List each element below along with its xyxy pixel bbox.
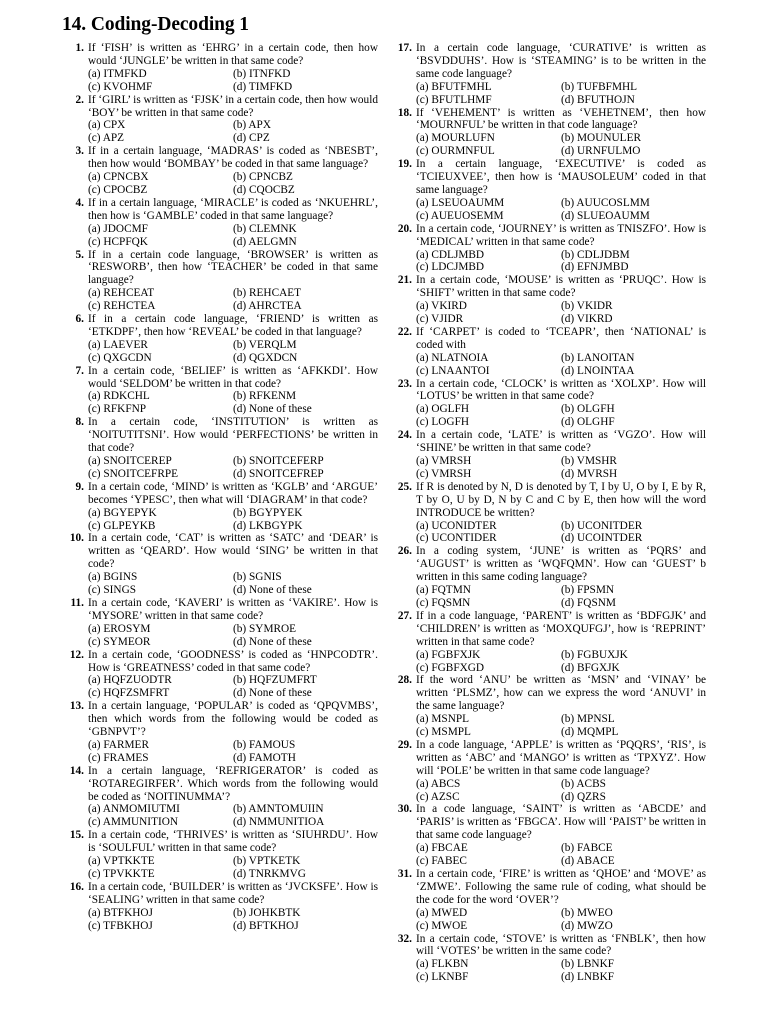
question-item — [390, 545, 706, 610]
answer-option: (b) APX — [233, 119, 271, 132]
answer-options — [88, 507, 378, 533]
question-item — [62, 829, 378, 881]
answer-option: (a) MOURLUFN — [416, 132, 495, 145]
question-text: In a certain code, ‘LATE’ is written as ‘VGZO’. How will ‘SHINE’ be written in that same code? — [416, 429, 706, 455]
answer-option: (d) None of these — [233, 403, 312, 416]
left-column — [62, 42, 378, 933]
answer-option: (a) JDOCMF — [88, 222, 148, 235]
answer-option: (c) OURMNFUL — [416, 145, 495, 158]
answer-option: (a) OGLFH — [416, 403, 470, 416]
answer-option: (c) GLPEYKB — [88, 519, 156, 532]
answer-option: (a) ABCS — [416, 777, 461, 790]
question-text: In a certain code language, ‘CURATIVE’ is written as ‘BSVDDUHS’. How is ‘STEAMING’ is to be written in the same code language? — [416, 42, 706, 80]
question-item — [62, 313, 378, 365]
answer-options — [416, 455, 706, 481]
question-text: If ‘VEHEMENT’ is written as ‘VEHETNEM’, then how ‘MOURNFUL’ be written in that code language? — [416, 106, 706, 132]
answer-option: (a) FQTMN — [416, 584, 471, 597]
answer-option: (b) LANOITAN — [561, 351, 635, 364]
answer-option: (b) FPSMN — [561, 584, 615, 597]
question-item — [62, 42, 378, 94]
answer-option: (a) UCONIDTER — [416, 519, 497, 532]
answer-option: (c) FQSMN — [416, 596, 471, 609]
question-number: 13. — [69, 700, 84, 713]
answer-option: (d) MVRSH — [561, 467, 618, 480]
answer-option: (c) TPVKKTE — [88, 868, 155, 880]
answer-option: (d) None of these — [233, 584, 312, 597]
answer-option: (c) LDCJMBD — [416, 261, 485, 274]
answer-option: (c) FGBFXGD — [416, 661, 485, 674]
question-text: In a certain code, ‘GOODNESS’ is coded as ‘HNPCODTR’. How is ‘GREATNESS’ coded in that same code? — [88, 648, 378, 674]
question-text: In a certain code, ‘FIRE’ is written as ‘QHOE’ and ‘MOVE’ as ‘ZMWE’. Following the same rule of coding, what should be the code for the word ‘OVER’? — [416, 868, 706, 906]
question-number: 7. — [75, 364, 84, 377]
answer-option: (b) VKIDR — [561, 300, 613, 313]
question-number: 26. — [397, 545, 412, 558]
answer-options — [416, 403, 706, 429]
question-item — [62, 197, 378, 249]
answer-option: (d) UCOINTDER — [561, 532, 643, 545]
answer-options — [416, 132, 706, 158]
answer-option: (a) SNOITCEREP — [88, 455, 172, 467]
question-item — [62, 700, 378, 765]
answer-option: (c) TFBKHOJ — [88, 919, 153, 932]
answer-option: (b) JOHKBTK — [233, 906, 301, 919]
answer-options — [88, 739, 378, 765]
question-number: 19. — [397, 158, 412, 171]
answer-option: (a) ANMOMIUTMI — [88, 803, 180, 816]
question-item — [390, 223, 706, 275]
answer-option: (b) REHCAET — [233, 287, 302, 300]
question-item — [62, 765, 378, 830]
answer-option: (d) EFNJMBD — [561, 261, 629, 274]
answer-option: (c) APZ — [88, 132, 125, 145]
question-text: In a certain code, ‘INSTITUTION’ is written as ‘NOITUTITSNI’. How would ‘PERFECTIONS’ be written in that code? — [88, 416, 378, 455]
answer-option: (a) MWED — [416, 906, 468, 919]
answer-option: (b) BGYPYEK — [233, 506, 303, 519]
question-text: If R is denoted by N, D is denoted by T, I by U, O by I, E by R, T by O, U by D, N by C and C by E, then how will the word INTRODUCE be written? — [416, 480, 706, 519]
question-number: 28. — [397, 674, 412, 687]
question-text: In a code language, ‘SAINT’ is written as ‘ABCDE’ and ‘PARIS’ is written as ‘FBGCA’. How will ‘PAIST’ be written in that same code language? — [416, 803, 706, 842]
question-text: In a code language, ‘APPLE’ is written as ‘PQQRS’, ‘RIS’, is written as ‘ABC’ and ‘MANGO’ is written as ‘TPXYZ’. How will ‘POLE’ be written in that same code language? — [416, 738, 706, 777]
question-number: 22. — [397, 325, 412, 338]
question-item — [62, 94, 378, 146]
question-number: 23. — [397, 377, 412, 390]
question-number: 4. — [75, 196, 84, 209]
answer-option: (d) NMMUNITIOA — [233, 816, 325, 829]
answer-options — [416, 300, 706, 326]
answer-option: (c) BFUTLHMF — [416, 93, 492, 106]
question-text: If in a certain language, ‘MIRACLE’ is coded as ‘NKUEHRL’, then how is ‘GAMBLE’ coded in that same language? — [88, 196, 378, 222]
answer-option: (c) RFKFNP — [88, 403, 147, 416]
answer-option: (b) ITNFKD — [233, 67, 291, 80]
answer-option: (d) ABACE — [561, 855, 615, 868]
question-text: If in a certain code language, ‘FRIEND’ is written as ‘ETKDPF’, then how ‘REVEAL’ be coded in that language? — [88, 313, 378, 338]
answer-options — [88, 855, 378, 881]
question-text: In a certain code, ‘BUILDER’ is written as ‘JVCKSFE’. How is ‘SEALING’ written in that same code? — [88, 880, 378, 906]
question-number: 5. — [75, 248, 84, 261]
answer-option: (a) FLKBN — [416, 958, 469, 971]
answer-option: (d) None of these — [233, 687, 312, 700]
answer-option: (a) VPTKKTE — [88, 855, 155, 868]
question-number: 11. — [70, 596, 84, 609]
question-number: 27. — [397, 609, 412, 622]
question-item — [390, 158, 706, 223]
question-item — [62, 481, 378, 533]
answer-option: (c) HQFZSMFRT — [88, 687, 170, 700]
question-text: In a certain code, ‘THRIVES’ is written as ‘SIUHRDU’. How is ‘SOULFUL’ written in that same code? — [88, 829, 378, 855]
answer-options — [416, 958, 706, 984]
question-text: In a certain code, ‘BELIEF’ is written as ‘AFKKDI’. How would ‘SELDOM’ be written in that code? — [88, 364, 378, 390]
answer-option: (d) QGXDCN — [233, 351, 298, 364]
answer-options — [88, 171, 378, 197]
answer-option: (b) RFKENM — [233, 390, 297, 403]
answer-option: (b) ACBS — [561, 777, 606, 790]
question-text: In a certain language, ‘POPULAR’ is coded as ‘QPQVMBS’, then which words from the following would be coded as ‘GBNPVT’? — [88, 700, 378, 739]
answer-option: (d) CQOCBZ — [233, 183, 295, 196]
question-item — [62, 649, 378, 701]
answer-option: (c) MWOE — [416, 919, 468, 932]
answer-option: (b) MWEO — [561, 906, 613, 919]
question-text: In a certain code, ‘CAT’ is written as ‘SATC’ and ‘DEAR’ is written as ‘QEARD’. How would ‘SING’ be written in that code? — [88, 532, 378, 571]
question-text: In a certain code, ‘MIND’ is written as ‘KGLB’ and ‘ARGUE’ becomes ‘YPESC’, then what will ‘DIAGRAM’ in that code? — [88, 480, 378, 506]
answer-option: (a) EROSYM — [88, 622, 151, 635]
answer-option: (c) QXGCDN — [88, 351, 152, 364]
answer-option: (c) SNOITCEFRPE — [88, 467, 179, 480]
question-number: 24. — [397, 429, 412, 442]
question-number: 6. — [75, 313, 84, 326]
answer-option: (d) LNBKF — [561, 971, 615, 984]
question-text: If ‘FISH’ is written as ‘EHRG’ in a certain code, then how would ‘JUNGLE’ be written in that same code? — [88, 42, 378, 67]
question-text: If in a certain language, ‘MADRAS’ is coded as ‘NBESBT’, then how would ‘BOMBAY’ be coded in that same language? — [88, 145, 378, 171]
question-text: If ‘CARPET’ is coded to ‘TCEAPR’, then ‘NATIONAL’ is coded with — [416, 325, 706, 351]
answer-option: (a) FARMER — [88, 738, 149, 751]
answer-option: (b) MOUNULER — [561, 132, 642, 145]
answer-option: (b) CLEMNK — [233, 222, 297, 235]
answer-options — [88, 907, 378, 933]
answer-option: (d) URNFULMO — [561, 145, 641, 158]
answer-option: (c) VJIDR — [416, 313, 464, 326]
answer-option: (d) MQMPL — [561, 726, 619, 739]
question-item — [390, 933, 706, 985]
answer-option: (c) SINGS — [88, 584, 137, 597]
question-number: 12. — [69, 648, 84, 661]
question-text: If in a certain code language, ‘BROWSER’ is written as ‘RESWORB’, then how ‘TEACHER’ be coded in that same language? — [88, 248, 378, 287]
question-text: If in a code language, ‘PARENT’ is written as ‘BDFGJK’ and ‘CHILDREN’ is written as ‘MOXQUFGJ’, how is ‘REPRINT’ written in that same code? — [416, 609, 706, 648]
answer-option: (b) VERQLM — [233, 338, 297, 351]
question-item — [390, 674, 706, 739]
answer-option: (b) MPNSL — [561, 713, 615, 726]
answer-options — [416, 584, 706, 610]
question-item — [390, 107, 706, 159]
answer-options — [416, 352, 706, 378]
answer-option: (b) SYMROE — [233, 622, 297, 635]
answer-options — [416, 713, 706, 739]
answer-options — [88, 287, 378, 313]
answer-option: (a) ITMFKD — [88, 67, 147, 80]
answer-options — [416, 81, 706, 107]
answer-option: (a) MSNPL — [416, 713, 470, 726]
answer-option: (a) HQFZUODTR — [88, 674, 172, 687]
answer-options — [416, 249, 706, 275]
question-item — [390, 42, 706, 107]
answer-option: (a) FGBFXJK — [416, 648, 481, 661]
answer-option: (b) FABCE — [561, 842, 613, 855]
answer-option: (d) AELGMN — [233, 235, 297, 248]
answer-option: (d) VIKRD — [561, 313, 613, 326]
answer-option: (b) OLGFH — [561, 403, 615, 416]
answer-option: (b) CPNCBZ — [233, 171, 293, 184]
answer-option: (a) VMRSH — [416, 455, 472, 467]
answer-option: (c) CPOCBZ — [88, 183, 148, 196]
answer-option: (d) AHRCTEA — [233, 300, 302, 313]
question-text: In a certain code, ‘MOUSE’ is written as ‘PRUQC’. How is ‘SHIFT’ written in that same code? — [416, 274, 706, 300]
answer-option: (b) AUUCOSLMM — [561, 196, 650, 209]
answer-option: (d) None of these — [233, 635, 312, 648]
answer-options — [88, 119, 378, 145]
answer-option: (d) LNOINTAA — [561, 364, 635, 377]
question-item — [62, 532, 378, 597]
answer-option: (c) AMMUNITION — [88, 816, 179, 829]
answer-options — [416, 907, 706, 933]
answer-option: (a) REHCEAT — [88, 287, 155, 300]
question-item — [62, 249, 378, 314]
question-item — [390, 610, 706, 675]
answer-options — [88, 455, 378, 481]
answer-option: (c) AZSC — [416, 790, 460, 803]
question-item — [390, 739, 706, 804]
answer-option: (b) HQFZUMFRT — [233, 674, 317, 687]
question-number: 15. — [69, 829, 84, 842]
answer-option: (d) SLUEOAUMM — [561, 209, 650, 222]
answer-option: (c) MSMPL — [416, 726, 471, 739]
question-number: 21. — [397, 274, 412, 287]
answer-option: (c) HCPFQK — [88, 235, 148, 248]
question-item — [390, 326, 706, 378]
answer-option: (d) BFTKHOJ — [233, 919, 299, 932]
answer-option: (a) LAEVER — [88, 338, 148, 351]
answer-option: (b) VMSHR — [561, 455, 617, 467]
answer-option: (a) CPNCBX — [88, 171, 149, 184]
question-text: In a certain code, ‘KAVERI’ is written as ‘VAKIRE’. How is ‘MYSORE’ written in that same code? — [88, 596, 378, 622]
question-number: 30. — [397, 803, 412, 816]
answer-options — [416, 649, 706, 675]
answer-option: (d) FQSNM — [561, 596, 616, 609]
question-number: 16. — [69, 880, 84, 893]
answer-option: (c) FABEC — [416, 855, 467, 868]
question-number: 3. — [75, 145, 84, 158]
answer-options — [88, 623, 378, 649]
answer-option: (a) NLATNOIA — [416, 351, 489, 364]
answer-option: (d) SNOITCEFREP — [233, 467, 324, 480]
answer-options — [416, 778, 706, 804]
answer-option: (b) LBNKF — [561, 958, 615, 971]
answer-option: (c) LOGFH — [416, 416, 470, 429]
question-item — [62, 597, 378, 649]
answer-option: (a) VKIRD — [416, 300, 467, 313]
question-item — [390, 429, 706, 481]
answer-option: (c) LNAANTOI — [416, 364, 490, 377]
question-number: 8. — [75, 416, 84, 429]
question-item — [390, 378, 706, 430]
answer-option: (a) CPX — [88, 119, 126, 132]
answer-option: (b) TUFBFMHL — [561, 80, 638, 93]
question-number: 1. — [75, 42, 84, 54]
right-column — [390, 42, 706, 984]
answer-options — [88, 571, 378, 597]
question-item — [62, 365, 378, 417]
page-title: 14. Coding-Decoding 1 — [62, 14, 249, 35]
answer-options — [88, 674, 378, 700]
answer-option: (b) SGNIS — [233, 571, 282, 584]
answer-option: (d) TNRKMVG — [233, 868, 306, 880]
answer-options — [416, 197, 706, 223]
answer-option: (c) AUEUOSEMM — [416, 209, 504, 222]
question-item — [62, 145, 378, 197]
answer-option: (b) UCONITDER — [561, 519, 643, 532]
question-number: 25. — [397, 480, 412, 493]
answer-option: (a) BGINS — [88, 571, 138, 584]
answer-option: (c) VMRSH — [416, 467, 472, 480]
question-text: In a certain code, ‘STOVE’ is written as ‘FNBLK’, then how will ‘VOTES’ be written in the same code? — [416, 932, 706, 958]
question-number: 9. — [75, 480, 84, 493]
question-number: 2. — [75, 93, 84, 106]
question-number: 18. — [397, 106, 412, 119]
question-number: 31. — [397, 868, 412, 880]
question-number: 20. — [397, 222, 412, 235]
question-item — [390, 803, 706, 868]
question-text: In a certain code, ‘CLOCK’ is written as ‘XOLXP’. How will ‘LOTUS’ be written in that same code? — [416, 377, 706, 403]
answer-options — [88, 68, 378, 94]
answer-option: (a) CDLJMBD — [416, 248, 485, 261]
answer-option: (c) FRAMES — [88, 751, 149, 764]
answer-option: (c) SYMEOR — [88, 635, 151, 648]
question-text: If the word ‘ANU’ be written as ‘MSN’ and ‘VINAY’ be written ‘PLSMZ’, how can we express the word ‘ANUVI’ in the same language? — [416, 674, 706, 713]
question-text: In a certain language, ‘EXECUTIVE’ is coded as ‘TCIEUXVEE’, then how is ‘MAUSOLEUM’ coded in that same language? — [416, 158, 706, 196]
answer-option: (d) BFUTHOJN — [561, 93, 635, 106]
question-item — [390, 274, 706, 326]
question-text: In a certain language, ‘REFRIGERATOR’ is coded as ‘ROTAREGIRFER’. Which words from the following would be coded as ‘NOITINUMMA’? — [88, 764, 378, 803]
answer-option: (b) FAMOUS — [233, 738, 296, 751]
question-number: 29. — [397, 738, 412, 751]
question-text: In a certain code, ‘JOURNEY’ is written as TNISZFO’. How is ‘MEDICAL’ written in that same code? — [416, 222, 706, 248]
question-item — [390, 481, 706, 546]
answer-options — [88, 223, 378, 249]
answer-options — [88, 339, 378, 365]
answer-option: (b) FGBUXJK — [561, 648, 628, 661]
answer-options — [416, 842, 706, 868]
question-number: 32. — [397, 932, 412, 945]
answer-option: (d) LKBGYPK — [233, 519, 303, 532]
answer-option: (d) FAMOTH — [233, 751, 296, 764]
answer-options — [416, 520, 706, 546]
answer-option: (d) CPZ — [233, 132, 270, 145]
answer-option: (d) OLGHF — [561, 416, 615, 429]
question-item — [390, 868, 706, 933]
answer-option: (c) UCONTIDER — [416, 532, 497, 545]
question-item — [62, 416, 378, 481]
answer-option: (a) BTFKHOJ — [88, 906, 153, 919]
answer-option: (c) REHCTEA — [88, 300, 156, 313]
answer-option: (b) SNOITCEFERP — [233, 455, 324, 467]
answer-option: (c) KVOHMF — [88, 80, 153, 93]
question-number: 10. — [69, 532, 84, 545]
answer-option: (a) BGYEPYK — [88, 506, 157, 519]
answer-option: (d) TIMFKD — [233, 80, 293, 93]
answer-option: (d) QZRS — [561, 790, 606, 803]
answer-option: (d) BFGXJK — [561, 661, 620, 674]
answer-option: (b) AMNTOMUIIN — [233, 803, 324, 816]
question-number: 14. — [69, 764, 84, 777]
answer-option: (a) BFUTFMHL — [416, 80, 492, 93]
answer-option: (a) RDKCHL — [88, 390, 150, 403]
answer-option: (c) LKNBF — [416, 971, 469, 984]
question-number: 17. — [397, 42, 412, 54]
question-item — [62, 881, 378, 933]
answer-option: (b) VPTKETK — [233, 855, 301, 868]
answer-options — [88, 803, 378, 829]
answer-option: (a) LSEUOAUMM — [416, 196, 505, 209]
answer-options — [88, 390, 378, 416]
answer-option: (d) MWZO — [561, 919, 613, 932]
question-text: If ‘GIRL’ is written as ‘FJSK’ in a certain code, then how would ‘BOY’ be written in that same code? — [88, 93, 378, 119]
question-text: In a coding system, ‘JUNE’ is written as ‘PQRS’ and ‘AUGUST’ is written as ‘WQFQMN’. How can ‘GUEST’ b written in this same coding language? — [416, 545, 706, 584]
answer-option: (b) CDLJDBM — [561, 248, 630, 261]
answer-option: (a) FBCAE — [416, 842, 468, 855]
